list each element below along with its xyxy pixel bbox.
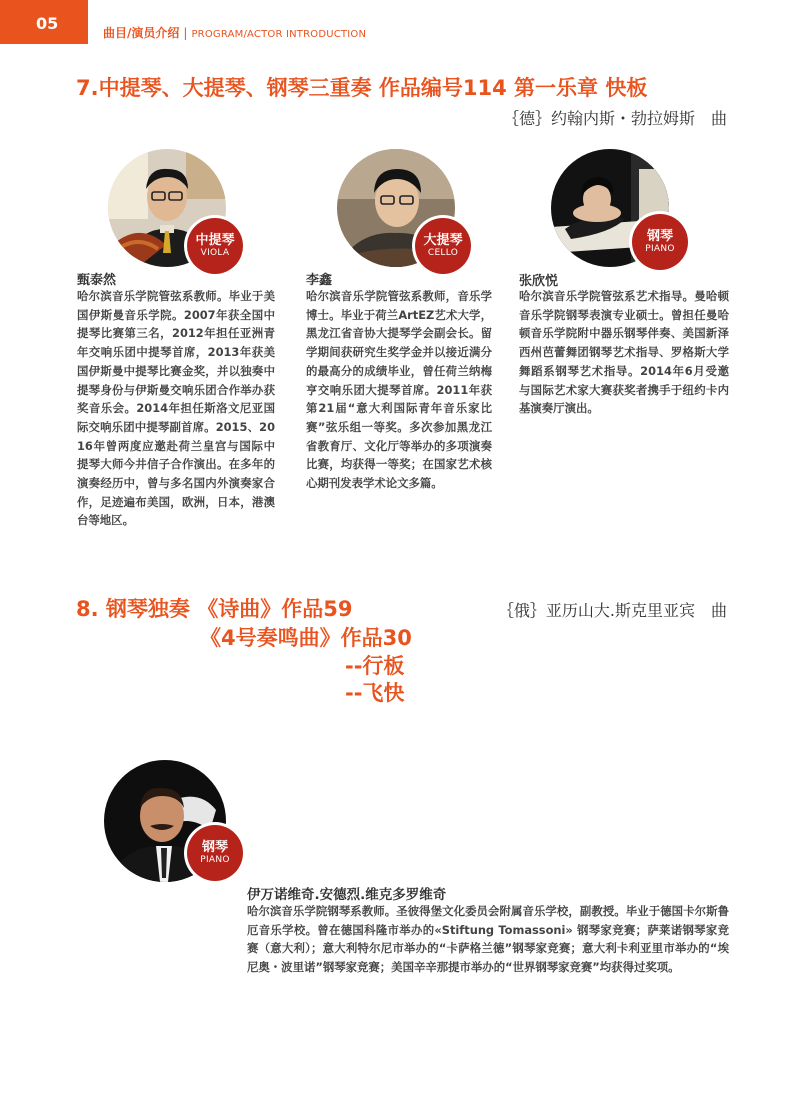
badge-label-cn: 钢琴 <box>646 229 673 244</box>
performer-bio-viola: 哈尔滨音乐学院管弦系教师。毕业于美国伊斯曼音乐学院。2007年获全国中提琴比赛第三名，2012年担任亚洲青年交响乐团中提琴首席，2013年获美国伊斯曼中提琴比赛金奖，并以独奏中提琴身份与伊斯曼交响乐团合作举办获奖音乐会。2014年担任斯洛文尼亚国际交响乐团中提琴副首席。2015、2016年曾两度应邀赴荷兰皇宫与国际中提琴大师今井信子合作演出。在多年的演奏经历中，曾与多名国内外演奏家合作，足迹遍布美国，欧洲，日本，港澳台等地区。 <box>77 289 275 528</box>
badge-label-en: VIOLA <box>200 248 230 258</box>
section-title-cn: 曲目/演员介绍 <box>103 26 180 40</box>
badge-label-en: PIANO <box>645 244 675 254</box>
performer-bio-piano: 哈尔滨音乐学院管弦系艺术指导。曼哈顿音乐学院钢琴表演专业硕士。曾担任曼哈顿音乐学院附中器乐钢琴伴奏、美国新泽西州芭蕾舞团钢琴艺术指导、罗格斯大学舞蹈系钢琴艺术指导。2014年6月受邀与国际艺术家大赛获奖者携手于纽约卡内基演奏厅演出。 <box>519 289 729 416</box>
header-separator: | <box>183 26 188 40</box>
performer-name-cello: 李鑫 <box>306 273 333 288</box>
piece-8-composer: ｛俄｝亚历山大.斯克里亚宾 曲 <box>497 601 727 620</box>
performer-bio-cello: 哈尔滨音乐学院管弦系教师，音乐学博士。毕业于荷兰ArtEZ艺术大学，黑龙江省音协大提琴学会副会长。留学期间获研究生奖学金并以接近满分的最高分的成绩毕业，曾任荷兰纳梅亨交响乐团大提琴首席。2011年获第21届“意大利国际青年音乐家比赛”弦乐组一等奖。多次参加黑龙江省教育厅、文化厅等举办的多项演奏比赛，均获得一等奖；在国家艺术核心期刊发表学术论文多篇。 <box>306 289 492 491</box>
performer-name-piano-soloist: 伊万诺维奇.安德烈.维克多罗维奇 <box>247 887 447 903</box>
piece-7-composer: ｛德｝约翰内斯・勃拉姆斯 曲 <box>502 109 727 128</box>
performer-name-viola: 甄泰然 <box>77 273 117 288</box>
badge-label-en: CELLO <box>427 248 459 258</box>
piece-8-title-line1: 8. 钢琴独奏 《诗曲》作品59 <box>76 597 353 621</box>
performer-name-piano: 张欣悦 <box>519 274 559 289</box>
piece-7-title: 7.中提琴、大提琴、钢琴三重奏 作品编号114 第一乐章 快板 <box>76 76 648 100</box>
badge-label-cn: 钢琴 <box>201 840 228 855</box>
badge-label-cn: 中提琴 <box>195 233 235 248</box>
performer-bio-piano-soloist: 哈尔滨音乐学院钢琴系教师。圣彼得堡文化委员会附属音乐学校，副教授。毕业于德国卡尔斯鲁厄音乐学校。曾在德国科隆市举办的«Stiftung Tomassoni» 钢琴家竞赛；萨莱诺钢琴家竞赛（意大利）；意大利特尔尼市举办的“卡萨格兰德”钢琴家竞赛；意大利卡利亚里市举办的“埃尼奥・波里诺”钢琴家竞赛；美国辛辛那提市举办的“世界钢琴家竞赛”均获得过奖项。 <box>247 904 729 975</box>
piece-8-tempo-andante: --行板 <box>345 654 405 678</box>
header-divider <box>84 0 88 44</box>
section-title-en: PROGRAM/ACTOR INTRODUCTION <box>191 29 367 40</box>
piece-8-tempo-presto: --飞快 <box>345 681 405 705</box>
cello-badge <box>415 218 471 274</box>
piano-soloist-badge <box>187 825 243 881</box>
piano-badge <box>632 214 688 270</box>
piece-8-title-line2: 《4号奏鸣曲》作品30 <box>200 626 412 650</box>
badge-label-en: PIANO <box>200 855 230 865</box>
page-number: 05 <box>36 14 59 33</box>
viola-badge <box>187 218 243 274</box>
badge-label-cn: 大提琴 <box>423 233 463 248</box>
section-header <box>103 24 366 41</box>
